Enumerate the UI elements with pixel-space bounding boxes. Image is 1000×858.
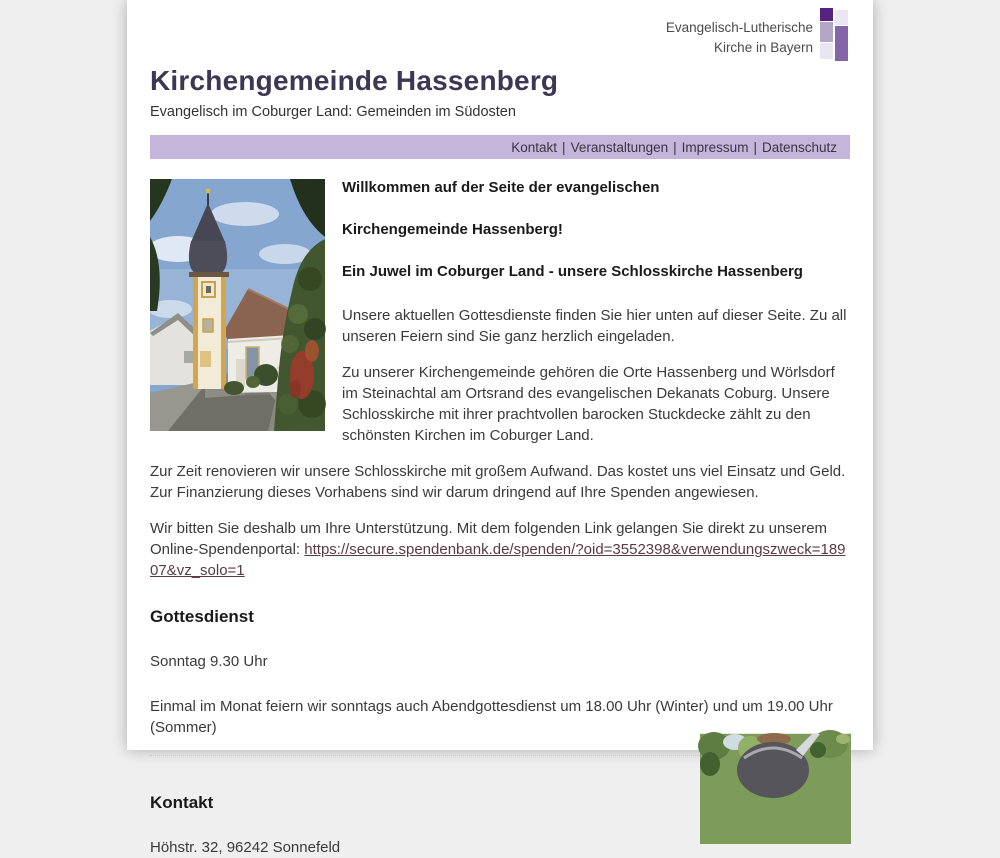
- nav-item-veranstaltungen[interactable]: Veranstaltungen: [570, 139, 669, 155]
- kontakt-heading: Kontakt: [150, 793, 214, 812]
- gottesdienst-heading: Gottesdienst: [150, 607, 254, 626]
- nav-separator: |: [562, 139, 566, 155]
- bottom-photo: [700, 733, 851, 843]
- nav-separator: |: [753, 139, 757, 155]
- welcome-heading-2: Kirchengemeinde Hassenberg!: [342, 221, 563, 238]
- nav-item-impressum[interactable]: Impressum: [681, 139, 749, 155]
- logo-text-line2: Kirche in Bayern: [713, 40, 813, 56]
- main-navbar: [150, 135, 850, 159]
- page-container: [127, 0, 873, 856]
- donation-link[interactable]: https://secure.spendenbank.de/spenden/?oid=3552398&verwendungszweck=18907&vz_solo=1: [150, 541, 846, 579]
- logo-text: [666, 18, 813, 59]
- header-logo: [150, 0, 850, 61]
- welcome-heading-1: Willkommen auf der Seite der evangelischen: [342, 179, 660, 196]
- donation-paragraph-2-text: Wir bitten Sie deshalb um Ihre Unterstützung. Mit dem folgenden Link gelangen Sie direkt zu unserem Online-Spendenportal:: [150, 520, 828, 558]
- page-subtitle: Evangelisch im Coburger Land: Gemeinden im Südosten: [150, 104, 516, 120]
- page-title: Kirchengemeinde Hassenberg: [150, 65, 559, 96]
- logo-text-line1: Evangelisch-Lutherische: [665, 20, 813, 35]
- nav-item-datenschutz[interactable]: Datenschutz: [761, 139, 837, 155]
- church-photo: [150, 179, 325, 431]
- nav-separator: |: [673, 139, 677, 155]
- gottesdienst-note: Einmal im Monat feiern wir sonntags auch Abendgottesdienst um 18.00 Uhr (Winter) und um 19.00 Uhr (Sommer): [150, 698, 833, 736]
- welcome-paragraph-2: Zu unserer Kirchengemeinde gehören die Orte Hassenberg und Wörlsdorf im Steinachtal am Ortsrand des evangelischen Dekanats Coburg. Unsere Schlosskirche mit ihrer prachtvollen barocken Stuckdecke zählt zu den schönsten Kirchen im Coburger Land.: [342, 364, 835, 444]
- welcome-heading-3: Ein Juwel im Coburger Land - unsere Schlosskirche Hassenberg: [342, 263, 803, 280]
- donation-paragraph-2: [150, 518, 850, 581]
- donation-paragraph-1: Zur Zeit renovieren wir unsere Schlosskirche mit großem Aufwand. Das kostet uns viel Einsatz und Geld. Zur Finanzierung dieses Vorhabens sind wir darum dringend auf Ihre Spenden angewiesen.: [150, 463, 846, 501]
- kontakt-address: Höhstr. 32, 96242 Sonnefeld: [150, 839, 341, 856]
- nav-item-kontakt[interactable]: Kontakt: [511, 139, 558, 155]
- gottesdienst-time: Sonntag 9.30 Uhr: [150, 653, 268, 670]
- elkb-logo-icon: [820, 8, 850, 61]
- welcome-paragraph-1: Unsere aktuellen Gottesdienste finden Sie hier unten auf dieser Seite. Zu all unseren Feiern sind Sie ganz herzlich eingeladen.: [342, 307, 847, 345]
